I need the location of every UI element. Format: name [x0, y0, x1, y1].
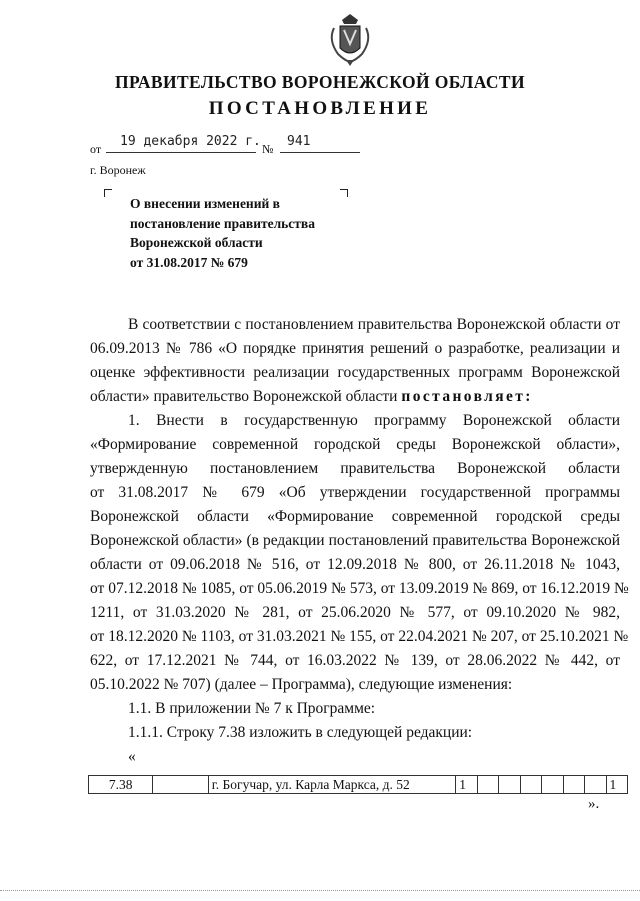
- coat-of-arms-icon: [320, 10, 380, 70]
- body-line: оценке эффективности реализации государственных программ Воронежской: [90, 364, 620, 381]
- body-line: 1211, от 31.03.2020 № 281, от 25.06.2020 № 577, от 09.10.2020 № 982,: [90, 604, 620, 621]
- table-cell: [542, 776, 563, 794]
- resolves-word: постановляет:: [401, 388, 533, 405]
- number-value: 941: [287, 134, 311, 149]
- table-cell: [585, 776, 606, 794]
- body-line: 05.10.2022 № 707) (далее – Программа), следующие изменения:: [90, 676, 513, 693]
- government-title: ПРАВИТЕЛЬСТВО ВОРОНЕЖСКОЙ ОБЛАСТИ: [114, 72, 526, 92]
- from-label: от: [90, 142, 102, 156]
- closing-quote: ».: [588, 796, 600, 812]
- table-cell: г. Богучар, ул. Карла Маркса, д. 52: [208, 776, 455, 794]
- body-line: Воронежской области» (в редакции постановлений правительства Воронежской: [90, 532, 620, 549]
- body-line: 622, от 17.12.2021 № 744, от 16.03.2022 № 139, от 28.06.2022 № 442, от: [90, 652, 620, 669]
- table-cell: [477, 776, 498, 794]
- body-line: области от 09.06.2018 № 516, от 12.09.2018 № 800, от 26.11.2018 № 1043,: [90, 556, 620, 573]
- body-text: области» правительство Воронежской области: [90, 388, 398, 405]
- body-line: от 18.12.2020 № 1103, от 31.03.2021 № 155, от 22.04.2021 № 207, от 25.10.2021 №: [90, 628, 629, 645]
- body-line: от 07.12.2018 № 1085, от 05.06.2019 № 573, от 13.09.2019 № 869, от 16.12.2019 №: [90, 580, 629, 597]
- body-line: 1.1.1. Строку 7.38 изложить в следующей редакции:: [128, 724, 473, 741]
- subject-line: Воронежской области: [130, 235, 263, 250]
- body-line: В соответствии с постановлением правительства Воронежской области от: [128, 316, 620, 333]
- page-bottom-rule: [0, 890, 640, 891]
- city: г. Воронеж: [90, 163, 146, 177]
- document-type: ПОСТАНОВЛЕНИЕ: [208, 98, 432, 119]
- table-cell: 7.38: [89, 776, 153, 794]
- subject-line: от 31.08.2017 № 679: [130, 254, 248, 270]
- subject-line: О внесении изменений в: [130, 196, 280, 211]
- table-cell: [499, 776, 520, 794]
- table-cell: [520, 776, 541, 794]
- number-label: №: [262, 142, 274, 156]
- table-cell: 1: [606, 776, 628, 794]
- body-line: Воронежской области «Формирование современной городской среды: [90, 508, 620, 525]
- body-line: 1. Внести в государственную программу Воронежской области: [128, 412, 620, 429]
- body-line: 06.09.2013 № 786 «О порядке принятия решений о разработке, реализации и: [90, 340, 620, 357]
- date-number-line: [90, 134, 360, 154]
- subject-bracket-left: [104, 189, 112, 197]
- table-cell: 1: [456, 776, 477, 794]
- date-value: 19 декабря 2022 г.: [120, 134, 261, 149]
- body-line: «Формирование современной городской среды Воронежской области»,: [90, 436, 620, 453]
- date-underline: [106, 152, 256, 153]
- body-line: 1.1. В приложении № 7 к Программе:: [128, 700, 376, 717]
- body-line: от 31.08.2017 № 679 «Об утверждении государственной программы: [90, 484, 620, 501]
- open-quote: «: [128, 748, 136, 765]
- subject-block: [130, 194, 350, 272]
- body-line: [90, 388, 620, 406]
- table-row: [88, 775, 628, 794]
- table-cell: [563, 776, 584, 794]
- body-line: утвержденную постановлением правительства Воронежской области: [90, 460, 620, 477]
- table-cell: [153, 776, 208, 794]
- subject-line: постановление правительства: [130, 215, 315, 231]
- number-underline: [280, 152, 360, 153]
